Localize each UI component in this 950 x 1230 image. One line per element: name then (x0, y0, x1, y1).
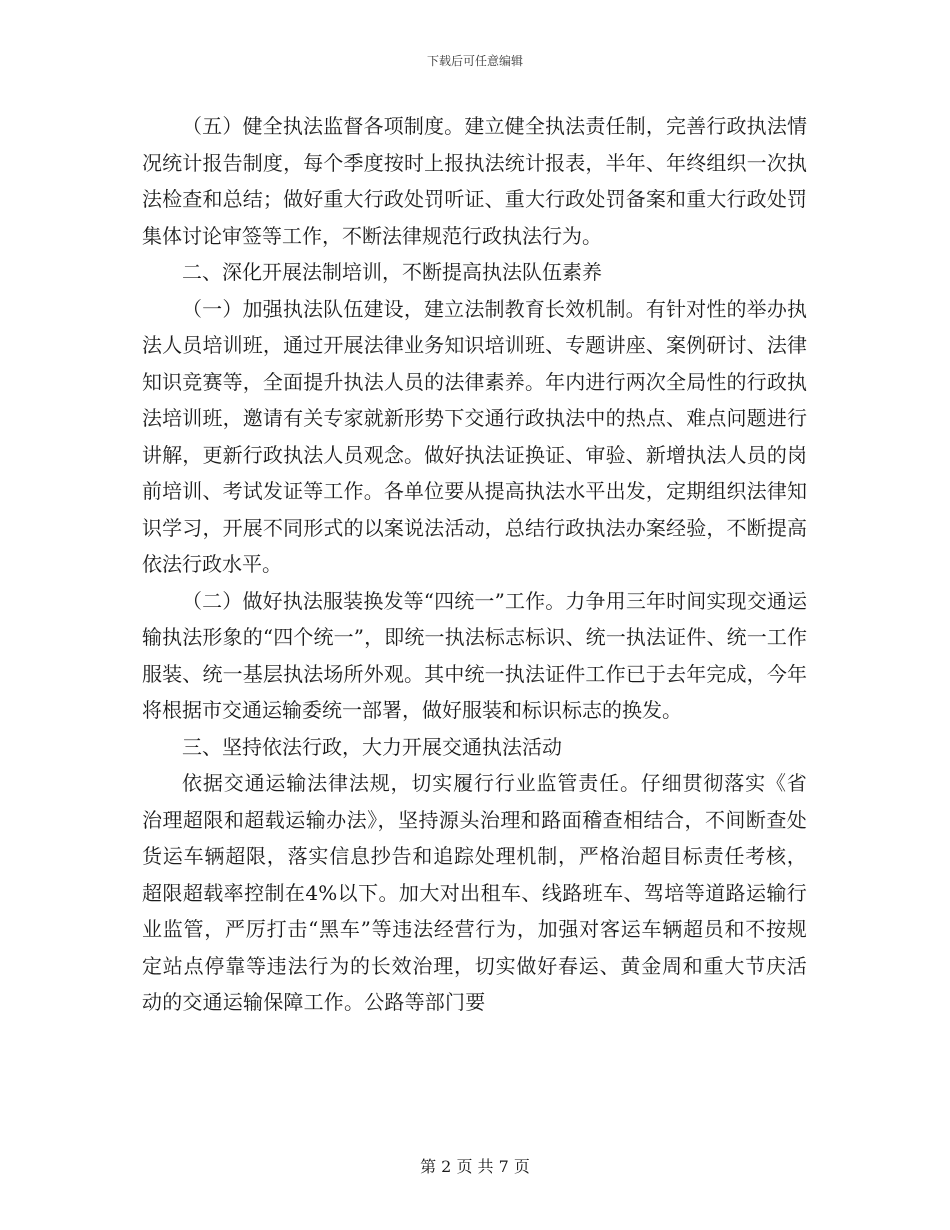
paragraph-regulation-enforcement: 依据交通运输法律法规，切实履行行业监管责任。仔细贯彻落实《省治理超限和超载运输办法》，坚持源头治理和路面稽查相结合，不间断查处货运车辆超限，落实信息抄告和追踪处理机制，严格治超目标责任考核，超限超载率控制在4%以下。加大对出租车、线路班车、驾培等道路运输行业监管，严厉打击“黑车”等违法经营行为，加强对客运车辆超员和不按规定站点停靠等违法行为的长效治理，切实做好春运、黄金周和重大节庆活动的交通运输保障工作。公路等部门要 (142, 771, 807, 1014)
page-header-note: 下载后可任意编辑 (426, 54, 523, 68)
section-heading-enforcement: 三、坚持依法行政，大力开展交通执法活动 (182, 734, 562, 759)
paragraph-team-building: （一）加强执法队伍建设，建立法制教育长效机制。有针对性的举办执法人员培训班，通过开展法律业务知识培训班、专题讲座、案例研讨、法律知识竞赛等，全面提升执法人员的法律素养。年内进行两次全局性的行政执法培训班，邀请有关专家就新形势下交通行政执法中的热点、难点问题进行讲解，更新行政执法人员观念。做好执法证换证、审验、新增执法人员的岗前培训、考试发证等工作。各单位要从提高执法水平出发，定期组织法律知识学习，开展不同形式的以案说法活动，总结行政执法办案经验，不断提高依法行政水平。 (142, 296, 807, 576)
document-body (142, 108, 807, 1021)
page-number-footer: 第 2 页 共 7 页 (420, 1157, 530, 1176)
section-heading-training: 二、深化开展法制培训，不断提高执法队伍素养 (182, 260, 602, 284)
paragraph-four-unifications: （二）做好执法服装换发等“四统一”工作。力争用三年时间实现交通运输执法形象的“四个统一”，即统一执法标志标识、统一执法证件、统一工作服装、统一基层执法场所外观。其中统一执法证件工作已于去年完成，今年将根据市交通运输委统一部署，做好服装和标识标志的换发。 (142, 588, 807, 722)
paragraph-supervision-system: （五）健全执法监督各项制度。建立健全执法责任制，完善行政执法情况统计报告制度，每个季度按时上报执法统计报表，半年、年终组织一次执法检查和总结；做好重大行政处罚听证、重大行政处罚备案和重大行政处罚集体讨论审签等工作，不断法律规范行政执法行为。 (142, 114, 807, 248)
